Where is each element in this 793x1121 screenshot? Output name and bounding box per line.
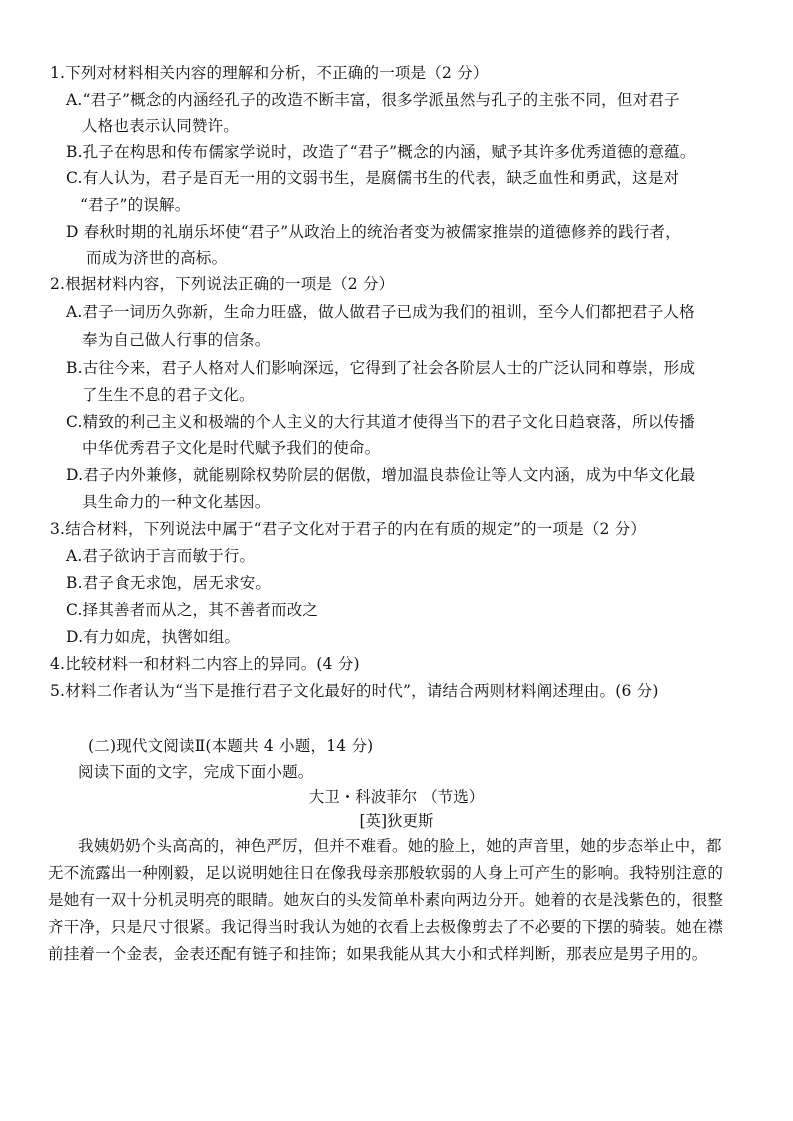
question-3-option-b: B.君子食无求饱，居无求安。 (66, 574, 272, 592)
passage-line-4: 齐干净，只是尺寸很紧。我记得当时我认为她的衣看上去极像剪去了不必要的下摆的骑装。她在襟 (48, 918, 724, 936)
passage-line-5: 前挂着一个金表，金表还配有链子和挂饰；如果我能从其大小和式样判断，那表应是男子用的。 (48, 945, 708, 963)
question-2-option-b-line1: B.古往今来，君子人格对人们影响深远，它得到了社会各阶层人士的广泛认同和尊崇，形成 (66, 359, 696, 377)
question-2-option-d-line1: D.君子内外兼修，就能剔除权势阶层的倨傲，增加温良恭俭让等人文内涵，成为中华文化最 (66, 466, 696, 484)
passage-line-2: 无不流露出一种刚毅，足以说明她往日在像我母亲那般软弱的人身上可产生的影响。我特别注意的 (48, 864, 724, 882)
question-1-option-c-line1: C.有人认为，君子是百无一用的文弱书生，是腐儒书生的代表，缺乏血性和勇武，这是对 (66, 169, 680, 187)
passage-line-1: 我姨奶奶个头高高的，神色严厉，但并不难看。她的脸上，她的声音里，她的步态举止中，都 (78, 837, 722, 855)
question-1-option-a-line1: A.“君子”概念的内涵经孔子的改造不断丰富，很多学派虽然与孔子的主张不同，但对君子 (66, 91, 680, 109)
passage-author: [英]狄更斯 (359, 812, 434, 830)
question-5-stem: 5.材料二作者认为“当下是推行君子文化最好的时代”，请结合两则材料阐述理由。(6 分) (50, 682, 659, 700)
question-2-option-c-line1: C.精致的利己主义和极端的个人主义的大行其道才使得当下的君子文化日趋衰落，所以传播 (66, 413, 695, 431)
question-3-option-c: C.择其善者而从之，其不善者而改之 (66, 601, 319, 619)
question-3-option-d: D.有力如虎，执辔如组。 (66, 628, 241, 646)
question-1-option-d-line1: D 春秋时期的礼崩乐坏使“君子”从政治上的统治者变为被儒家推崇的道德修养的践行者， (66, 223, 681, 241)
passage-title: 大卫・科波菲尔 （节选） (308, 788, 485, 806)
question-3-stem: 3.结合材料，下列说法中属于“君子文化对于君子的内在有质的规定”的一项是（2 分） (50, 520, 647, 538)
question-2-option-b-line2: 了生生不息的君子文化。 (82, 386, 255, 404)
question-2-option-d-line2: 具生命力的一种文化基因。 (82, 493, 271, 511)
question-1-option-a-line2: 人格也表示认同赞许。 (82, 117, 240, 135)
question-4-stem: 4.比较材料一和材料二内容上的异同。(4 分) (50, 655, 360, 673)
question-2-option-c-line2: 中华优秀君子文化是时代赋予我们的使命。 (82, 439, 381, 457)
question-1-option-b: B.孔子在构思和传布儒家学说时，改造了“君子”概念的内涵，赋予其许多优秀道德的意蕴。 (66, 143, 696, 161)
question-2-option-a-line2: 奉为自己做人行事的信条。 (82, 331, 271, 349)
question-2-stem: 2.根据材料内容，下列说法正确的一项是（2 分） (50, 275, 395, 293)
question-2-option-a-line1: A.君子一词历久弥新，生命力旺盛，做人做君子已成为我们的祖训，至今人们都把君子人格 (66, 303, 695, 321)
section-instruction: 阅读下面的文字，完成下面小题。 (78, 763, 314, 781)
question-1-option-d-line2: 而成为济世的高标。 (86, 249, 228, 267)
question-3-option-a: A.君子欲讷于言而敏于行。 (66, 547, 256, 565)
section-heading: (二)现代文阅读Ⅱ(本题共 4 小题，14 分) (88, 737, 374, 755)
question-1-stem: 1.下列对材料相关内容的理解和分析，不正确的一项是（2 分） (50, 64, 489, 82)
passage-line-3: 是她有一双十分机灵明亮的眼睛。她灰白的头发简单朴素向两边分开。她着的衣是浅紫色的，很整 (48, 891, 724, 909)
question-1-option-c-line2: “君子”的误解。 (80, 196, 191, 214)
